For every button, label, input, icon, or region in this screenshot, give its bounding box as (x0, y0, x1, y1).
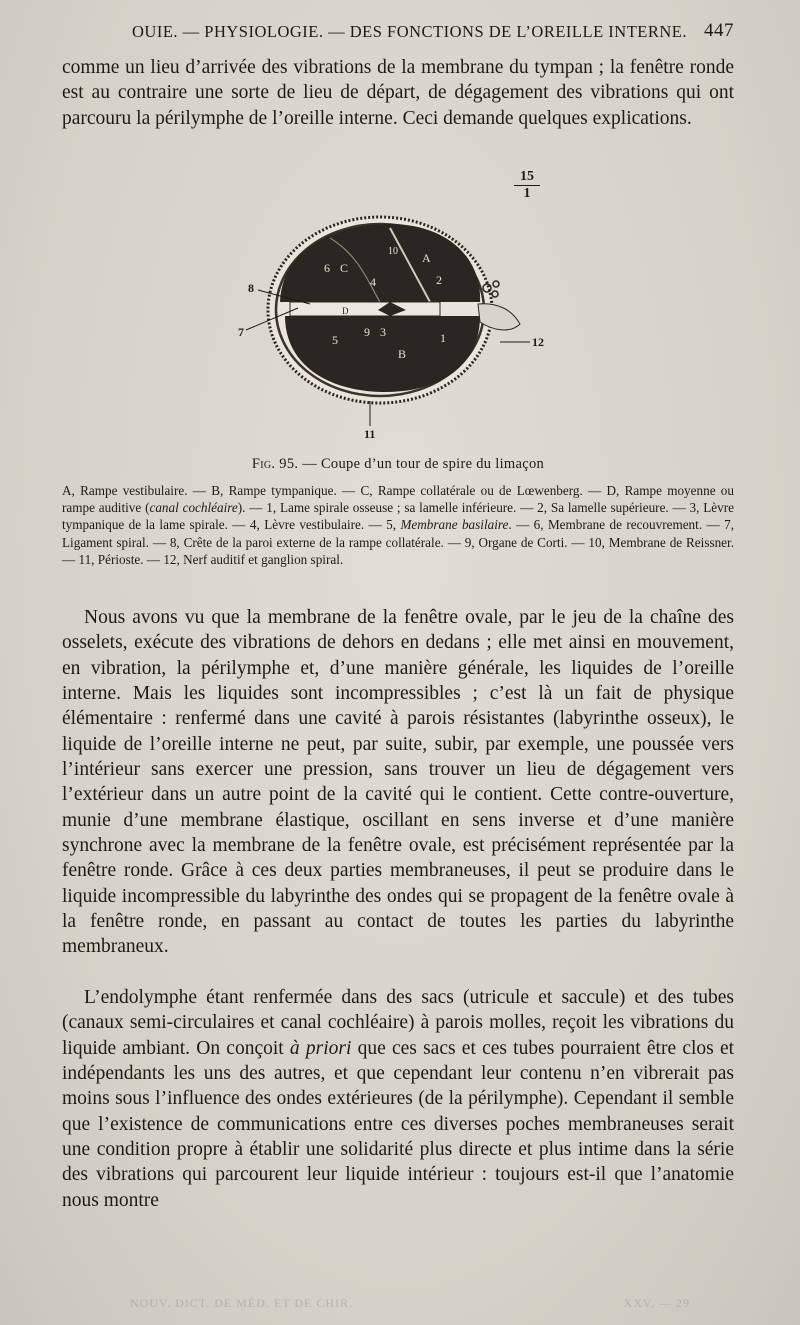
label-B: B (398, 347, 407, 361)
figure-legend (62, 482, 734, 568)
footer-signature-left: NOUV. DICT. DE MÉD. ET DE CHIR. (130, 1296, 353, 1310)
plate-number-top: 15 (520, 169, 534, 184)
label-5: 5 (332, 333, 338, 347)
label-7: 7 (238, 325, 244, 339)
paragraph-3-start: L’endolymphe étant renfermée dans des sacs (utricule et saccule) et des tubes (canaux semi-circulaires et canal cochléaire) à parois molles, reçoit les vibrations du liquide ambiant. On conçoit (62, 987, 734, 1059)
label-C: C (340, 261, 349, 275)
ganglion-cell (493, 281, 499, 287)
paragraph-1: comme un lieu d’arrivée des vibrations de la membrane du tympan ; la fenêtre ronde est au contraire une sorte de lieu de départ, de dégagement des vibrations qui ont parcouru la périlymphe de l’oreille interne. Ceci demande quelques explications. (62, 57, 734, 129)
label-1: 1 (440, 331, 446, 345)
label-12: 12 (532, 335, 544, 349)
ganglion-cell (492, 291, 498, 297)
label-D: D (342, 306, 349, 316)
label-9: 9 (364, 325, 370, 339)
plate-number (512, 170, 542, 201)
legend-part-3: . — 6, Membrane de recouvrement. — 7, Ligament spiral. — 8, Crête de la paroi externe de la rampe collatérale. — 9, Organe de Corti. — 10, Membrane de Reissner. — 11, Périoste. — 12, Nerf auditif et ganglion spiral. (62, 517, 734, 567)
legend-italic-2: Membrane basilaire (400, 517, 509, 533)
legend-part-1: A, Rampe vestibulaire. — B, Rampe tympanique. — C, Rampe collatérale ou de Lœwenberg. — D, Rampe moyenne ou rampe auditive ( (62, 483, 734, 516)
legend-italic-1: canal cochléaire (149, 500, 238, 516)
figure-title: — Coupe d’un tour de spire du limaçon (298, 456, 545, 472)
label-6: 6 (324, 261, 330, 275)
label-A: A (422, 251, 431, 265)
paragraph-3 (62, 985, 734, 1213)
figure-caption (62, 456, 734, 473)
running-title: OUIE. — PHYSIOLOGIE. — DES FONCTIONS DE L’OREILLE INTERNE. (132, 22, 687, 41)
legend-part-2: ). — 1, Lame spirale osseuse ; sa lamelle inférieure. — 2, Sa lamelle supérieure. — 3, Lèvre tympanique de la lame spirale. — 4, Lèvre vestibulaire. — 5, (62, 500, 734, 533)
figure-number: Fig. 95. (251, 456, 299, 472)
label-8: 8 (248, 281, 254, 295)
paragraph-3-italic: à priori (289, 1037, 352, 1059)
label-10: 10 (388, 246, 398, 257)
label-2: 2 (436, 273, 442, 287)
plate-number-bottom: 1 (523, 186, 531, 201)
cochlea-figure (230, 206, 560, 446)
paragraph-3-end: que ces sacs et ces tubes pourraient être clos et indépendants les uns des autres, et que cependant leur contenu n’en vibrerait pas moins sous l’influence des ondes extérieures (de la périlymphe). Cependant il semble que l’existence de communications entre ces diverses poches membraneuses serait une condition propre à établir une solidarité plus directe et plus intime dans la série des vibrations qui parcourent leur liquide intérieur : toujours est-il que l’anatomie nous montre (62, 1037, 735, 1211)
label-3: 3 (380, 325, 386, 339)
spiral-lamina (290, 302, 440, 316)
page-number: 447 (704, 20, 734, 41)
page-footer (130, 1296, 690, 1311)
label-4: 4 (370, 275, 376, 289)
paragraph-2: Nous avons vu que la membrane de la fenêtre ovale, par le jeu de la chaîne des osselets, exécute des vibrations de dehors en dedans ; elle met ainsi en mouvement, en vibration, la périlymphe et, d’une manière générale, les liquides de l’oreille interne. Mais les liquides sont incompressibles ; c’est là un fait de physique élémentaire : renfermé dans une cavité à parois résistantes (labyrinthe osseux), le liquide de l’oreille interne ne peut, par suite, subir, par exemple, une poussée vers l’intérieur sans exercer une pression, sans trouver un lieu de dégagement vers l’extérieur dans un autre point de la cavité qui le contient. Cette contre-ouverture, munie d’une membrane élastique, oscillant en sens inverse et d’une manière synchrone avec la membrane de la fenêtre ovale, est précisément représentée par la fenêtre ronde. Grâce à ces deux parties membraneuses, il peut se produire dans le liquide incompressible du labyrinthe des ondes qui se propagent de la fenêtre ovale à la fenêtre ronde, en passant au contact de toutes les parties du labyrinthe membraneux. (62, 607, 734, 958)
label-11: 11 (364, 427, 376, 441)
footer-signature-right: XXV. — 29 (623, 1296, 690, 1310)
